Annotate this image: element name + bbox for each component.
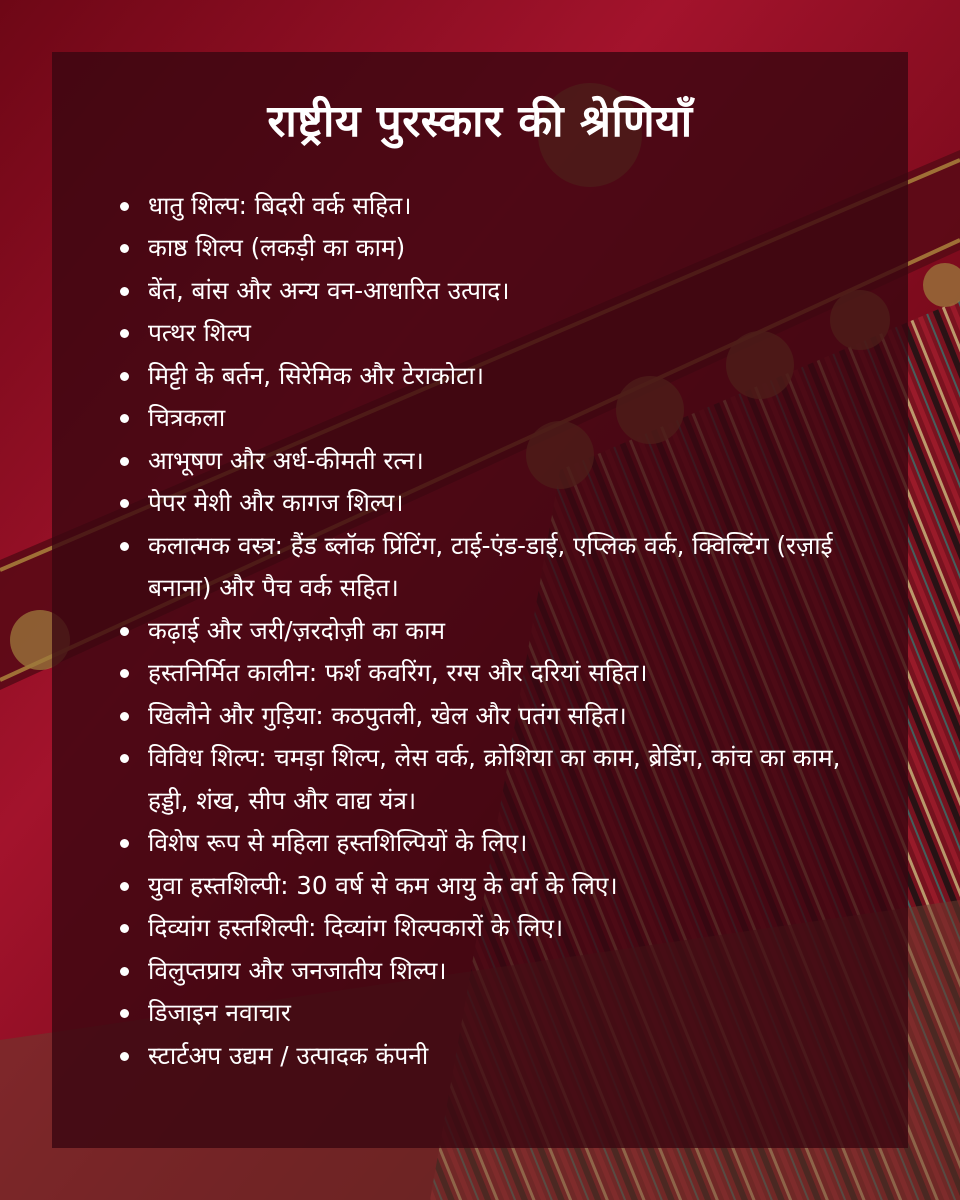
bullet-icon bbox=[120, 1052, 129, 1061]
list-item: डिजाइन नवाचार bbox=[130, 992, 868, 1035]
bullet-icon bbox=[120, 542, 129, 551]
list-item: विलुप्तप्राय और जनजातीय शिल्प। bbox=[130, 950, 868, 993]
list-item: आभूषण और अर्ध-कीमती रत्न। bbox=[130, 440, 868, 483]
bullet-icon bbox=[120, 414, 129, 423]
list-item: मिट्टी के बर्तन, सिरेमिक और टेराकोटा। bbox=[130, 355, 868, 398]
bullet-icon bbox=[120, 457, 129, 466]
list-item: स्टार्टअप उद्यम / उत्पादक कंपनी bbox=[130, 1035, 868, 1078]
bullet-icon bbox=[120, 627, 129, 636]
list-item: विशेष रूप से महिला हस्तशिल्पियों के लिए। bbox=[130, 822, 868, 865]
list-item: कलात्मक वस्त्र: हैंड ब्लॉक प्रिंटिंग, टाई-एंड-डाई, एप्लिक वर्क, क्विल्टिंग (रज़ाई बनाना) और पैच वर्क सहित। bbox=[130, 525, 868, 610]
bullet-icon bbox=[120, 882, 129, 891]
list-item: काष्ठ शिल्प (लकड़ी का काम) bbox=[130, 227, 868, 270]
award-category-list bbox=[92, 185, 868, 1078]
list-item: युवा हस्तशिल्पी: 30 वर्ष से कम आयु के वर्ग के लिए। bbox=[130, 865, 868, 908]
bullet-icon bbox=[120, 372, 129, 381]
bullet-icon bbox=[120, 1009, 129, 1018]
bullet-icon bbox=[120, 499, 129, 508]
content-panel bbox=[52, 52, 908, 1148]
list-item: पत्थर शिल्प bbox=[130, 312, 868, 355]
list-item: हस्तनिर्मित कालीन: फर्श कवरिंग, रग्स और दरियां सहित। bbox=[130, 652, 868, 695]
list-item: चित्रकला bbox=[130, 397, 868, 440]
page-title: राष्ट्रीय पुरस्कार की श्रेणियाँ bbox=[267, 96, 693, 147]
bullet-icon bbox=[120, 754, 129, 763]
bullet-icon bbox=[120, 244, 129, 253]
bullet-icon bbox=[120, 924, 129, 933]
list-item: दिव्यांग हस्तशिल्पी: दिव्यांग शिल्पकारों के लिए। bbox=[130, 907, 868, 950]
bullet-icon bbox=[120, 202, 129, 211]
bullet-icon bbox=[120, 669, 129, 678]
list-item: कढ़ाई और जरी/ज़रदोज़ी का काम bbox=[130, 610, 868, 653]
list-item: बेंत, बांस और अन्य वन-आधारित उत्पाद। bbox=[130, 270, 868, 313]
bullet-icon bbox=[120, 712, 129, 721]
list-item: खिलौने और गुड़िया: कठपुतली, खेल और पतंग सहित। bbox=[130, 695, 868, 738]
bullet-icon bbox=[120, 287, 129, 296]
list-item: पेपर मेशी और कागज शिल्प। bbox=[130, 482, 868, 525]
list-item: विविध शिल्प: चमड़ा शिल्प, लेस वर्क, क्रोशिया का काम, ब्रेडिंग, कांच का काम, हड्डी, शंख, सीप और वाद्य यंत्र। bbox=[130, 737, 868, 822]
bullet-icon bbox=[120, 967, 129, 976]
bullet-icon bbox=[120, 329, 129, 338]
bullet-icon bbox=[120, 839, 129, 848]
list-item: धातु शिल्प: बिदरी वर्क सहित। bbox=[130, 185, 868, 228]
